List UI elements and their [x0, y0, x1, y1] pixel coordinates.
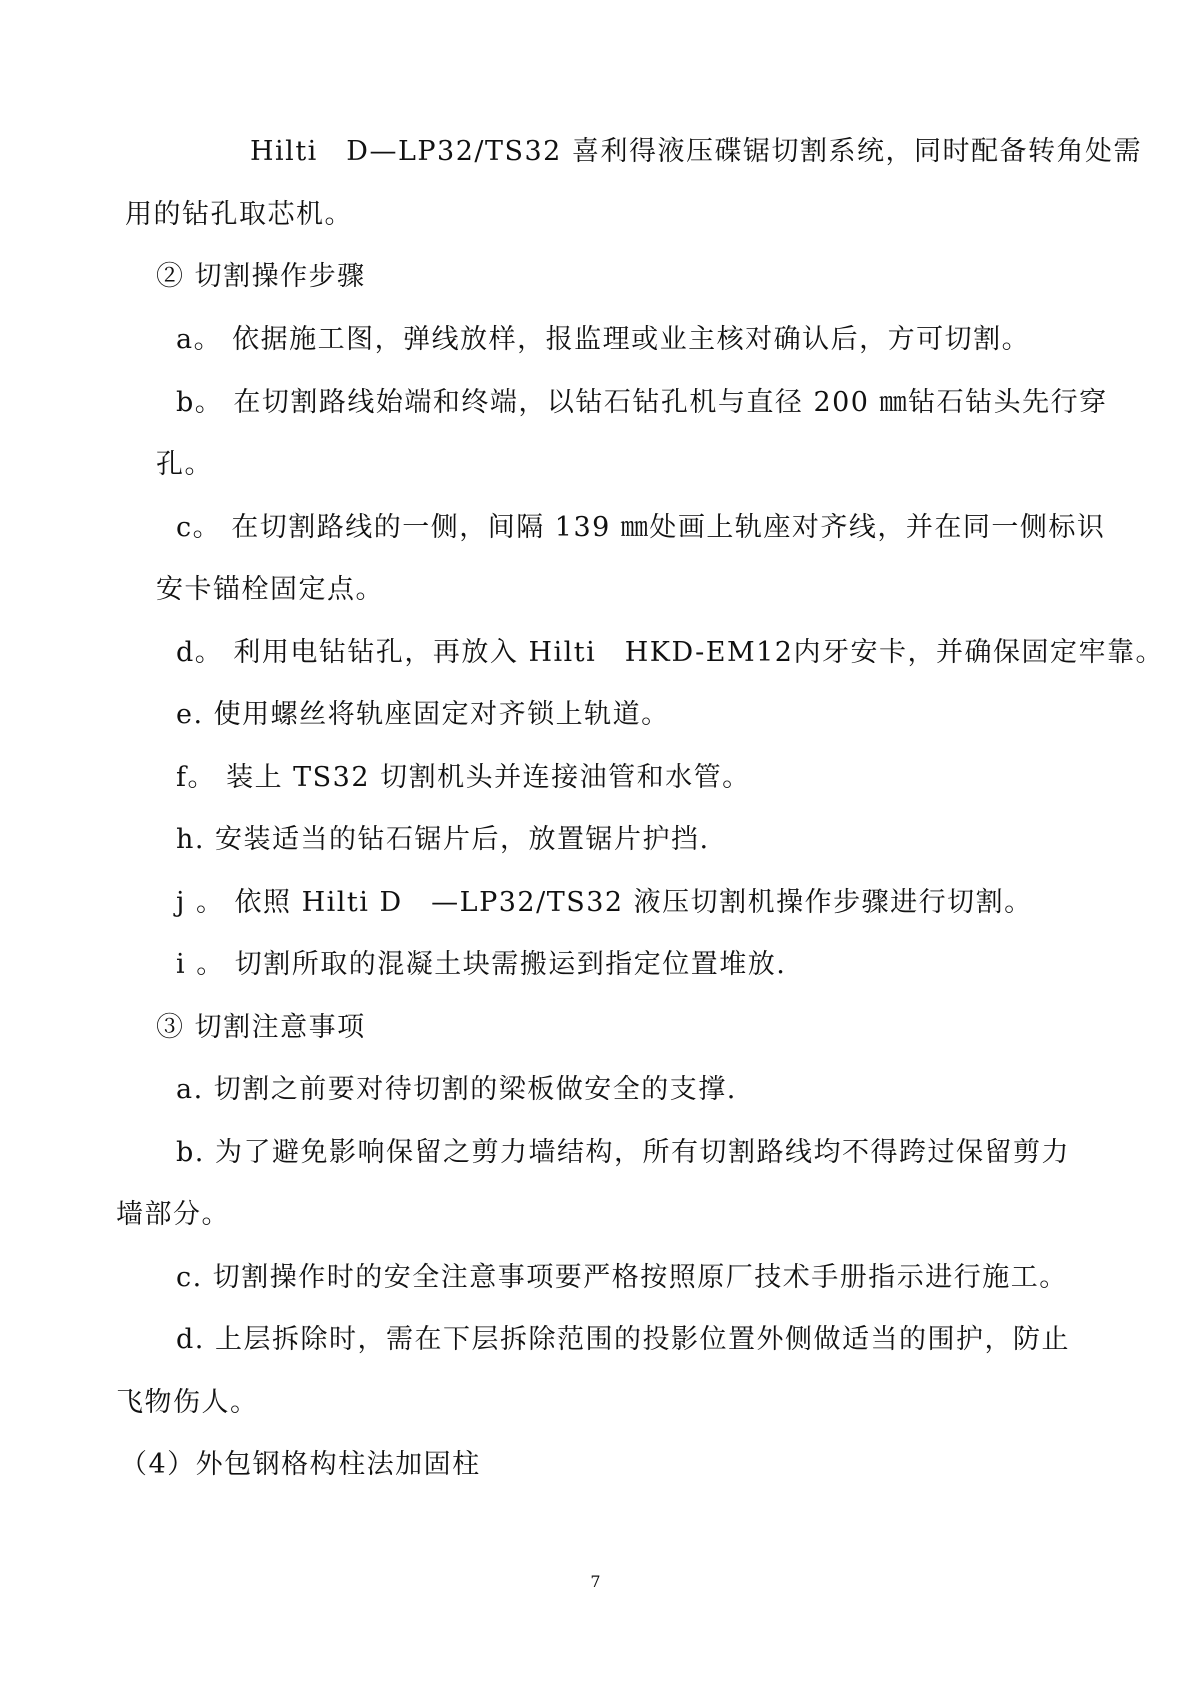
paragraph-line: 安卡锚栓固定点。 [156, 574, 384, 605]
paragraph-line: 飞物伤人。 [116, 1387, 259, 1418]
section-heading: ③ 切割注意事项 [156, 1012, 366, 1043]
list-item: c. 切割操作时的安全注意事项要严格按照原厂技术手册指示进行施工。 [176, 1262, 1068, 1293]
list-item: a. 切割之前要对待切割的梁板做安全的支撑. [176, 1074, 737, 1105]
list-item: i 。 切割所取的混凝土块需搬运到指定位置堆放. [176, 949, 787, 980]
list-item: b. 为了避免影响保留之剪力墙结构，所有切割路线均不得跨过保留剪力 [176, 1137, 1070, 1168]
list-item: a。 依据施工图，弹线放样，报监理或业主核对确认后，方可切割。 [176, 324, 1031, 355]
list-item: f。 装上 TS32 切割机头并连接油管和水管。 [176, 762, 751, 793]
paragraph-line: 孔。 [156, 449, 213, 480]
list-item: b。 在切割路线始端和终端，以钻石钻孔机与直径 200 ㎜钻石钻头先行穿 [176, 387, 1108, 418]
list-item: e. 使用螺丝将轨座固定对齐锁上轨道。 [176, 699, 670, 730]
list-item: d。 利用电钻钻孔，再放入 Hilti HKD-EM12内牙安卡，并确保固定牢靠。 [176, 637, 1164, 668]
paragraph-line: 墙部分。 [116, 1199, 230, 1230]
paragraph-line: Hilti D—LP32/TS32 喜利得液压碟锯切割系统，同时配备转角处需 [250, 136, 1142, 167]
list-item: h. 安装适当的钻石锯片后，放置锯片护挡. [176, 824, 710, 855]
section-heading: ② 切割操作步骤 [156, 261, 366, 292]
section-heading: （4）外包钢格构柱法加固柱 [120, 1449, 481, 1480]
list-item: d. 上层拆除时，需在下层拆除范围的投影位置外侧做适当的围护，防止 [176, 1324, 1070, 1355]
page-number: 7 [590, 1572, 601, 1591]
paragraph-line: 用的钻孔取芯机。 [125, 199, 353, 230]
list-item: c。 在切割路线的一侧，间隔 139 ㎜处画上轨座对齐线，并在同一侧标识 [176, 512, 1106, 543]
list-item: j 。 依照 Hilti D —LP32/TS32 液压切割机操作步骤进行切割。 [176, 887, 1033, 918]
